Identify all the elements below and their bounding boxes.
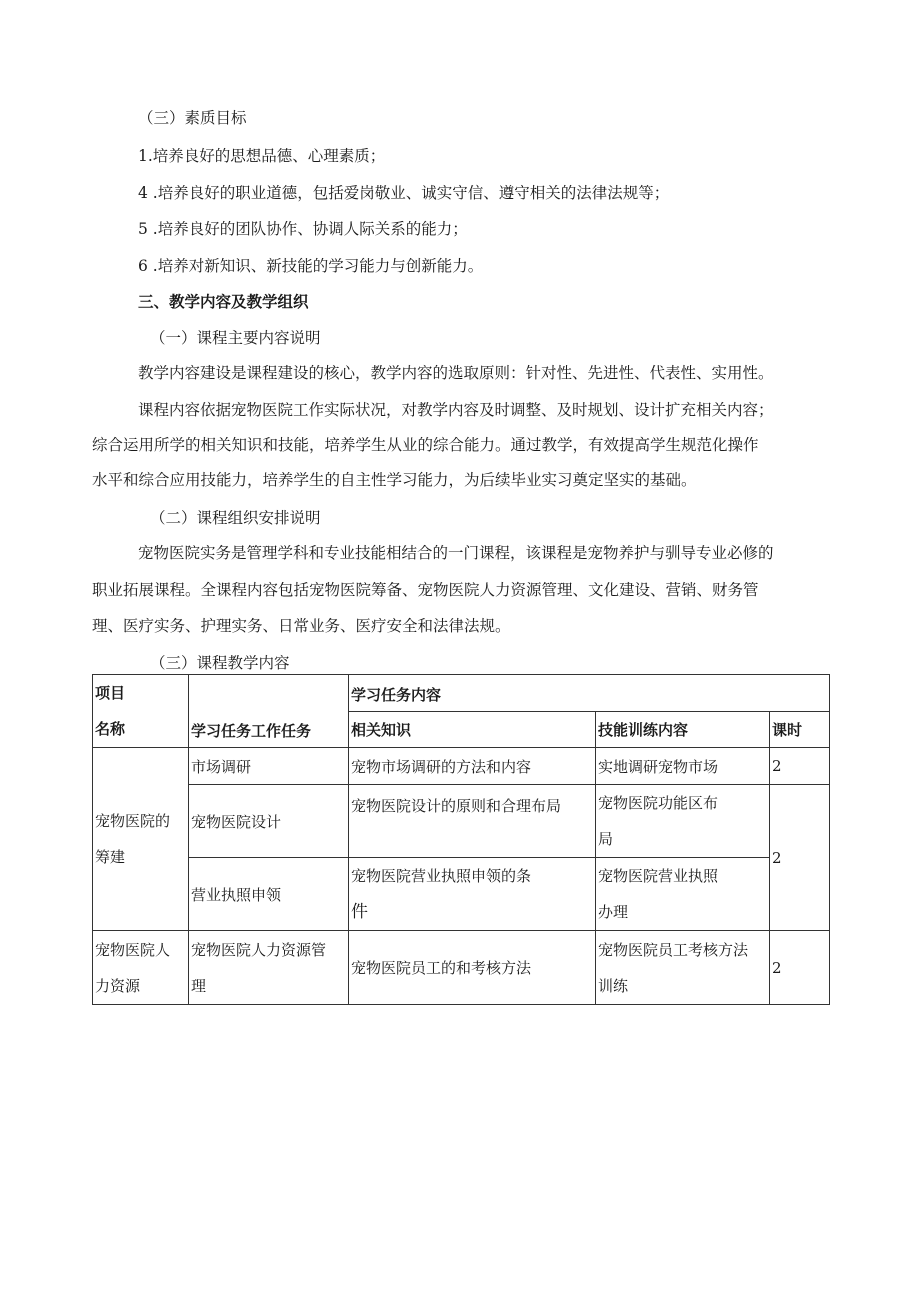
- hours-cell: 2: [770, 785, 830, 931]
- table-row: [93, 785, 830, 858]
- subsection-organization: （二）课程组织安排说明: [150, 509, 321, 527]
- section-heading-3: 三、教学内容及教学组织: [138, 293, 309, 311]
- goal-item-5: 5 .培养良好的团队协作、协调人际关系的能力；: [138, 220, 468, 238]
- table-row: [93, 748, 830, 785]
- header-knowledge: 相关知识: [349, 711, 596, 748]
- task-cell: 宠物医院设计: [189, 785, 349, 858]
- group-name-2: 宠物医院人 力资源: [93, 931, 189, 1005]
- header-skill: 技能训练内容: [596, 711, 770, 748]
- org-paragraph-line-1: 宠物医院实务是管理学科和专业技能相结合的一门课程，该课程是宠物养护与驯导专业必修的: [138, 544, 774, 562]
- subsection-main-content: （一）课程主要内容说明: [150, 329, 321, 347]
- knowledge-cell: 宠物医院员工的和考核方法: [349, 931, 596, 1005]
- task-cell: 市场调研: [189, 748, 349, 785]
- content-paragraph-2-line-3: 水平和综合应用技能力，培养学生的自主性学习能力，为后续毕业实习奠定坚实的基础。: [92, 471, 697, 489]
- skill-cell: 宠物医院员工考核方法 训练: [596, 931, 770, 1005]
- subsection-quality-goals: （三）素质目标: [138, 109, 247, 127]
- hours-cell: 2: [770, 748, 830, 785]
- skill-cell: 实地调研宠物市场: [596, 748, 770, 785]
- table-row: [93, 931, 830, 1005]
- task-cell: 营业执照申领: [189, 858, 349, 931]
- knowledge-cell: 宠物市场调研的方法和内容: [349, 748, 596, 785]
- table-row: [93, 858, 830, 931]
- course-content-table: [92, 674, 830, 1005]
- knowledge-cell: 宠物医院营业执照申领的条 件: [349, 858, 596, 931]
- task-cell: 宠物医院人力资源管 理: [189, 931, 349, 1005]
- content-paragraph-1: 教学内容建设是课程建设的核心，教学内容的选取原则：针对性、先进性、代表性、实用性。: [138, 364, 774, 382]
- goal-item-6: 6 .培养对新知识、新技能的学习能力与创新能力。: [138, 257, 484, 275]
- content-paragraph-2-line-1: 课程内容依据宠物医院工作实际状况，对教学内容及时调整、及时规划、设计扩充相关内容；: [138, 401, 774, 419]
- skill-cell: 宠物医院功能区布 局: [596, 785, 770, 858]
- knowledge-cell: 宠物医院设计的原则和合理布局: [349, 785, 596, 858]
- header-task: 学习任务工作任务: [189, 675, 349, 748]
- subsection-teaching-content: （三）课程教学内容: [150, 654, 290, 672]
- hours-cell: 2: [770, 931, 830, 1005]
- org-paragraph-line-3: 理、医疗实务、护理实务、日常业务、医疗安全和法律法规。: [92, 617, 511, 635]
- goal-item-4: 4 .培养良好的职业道德，包括爱岗敬业、诚实守信、遵守相关的法律法规等；: [138, 184, 670, 202]
- group-name-1: 宠物医院的 筹建: [93, 748, 189, 931]
- skill-cell: 宠物医院营业执照 办理: [596, 858, 770, 931]
- content-paragraph-2-line-2: 综合运用所学的相关知识和技能，培养学生从业的综合能力。通过教学，有效提高学生规范化操作: [92, 436, 759, 454]
- header-project-name: 项目 名称: [93, 675, 189, 748]
- header-task-content: 学习任务内容: [349, 675, 830, 712]
- org-paragraph-line-2: 职业拓展课程。全课程内容包括宠物医院筹备、宠物医院人力资源管理、文化建设、营销、财务管: [92, 581, 759, 599]
- goal-item-1: 1.培养良好的思想品德、心理素质；: [138, 147, 386, 165]
- header-hours: 课时: [770, 711, 830, 748]
